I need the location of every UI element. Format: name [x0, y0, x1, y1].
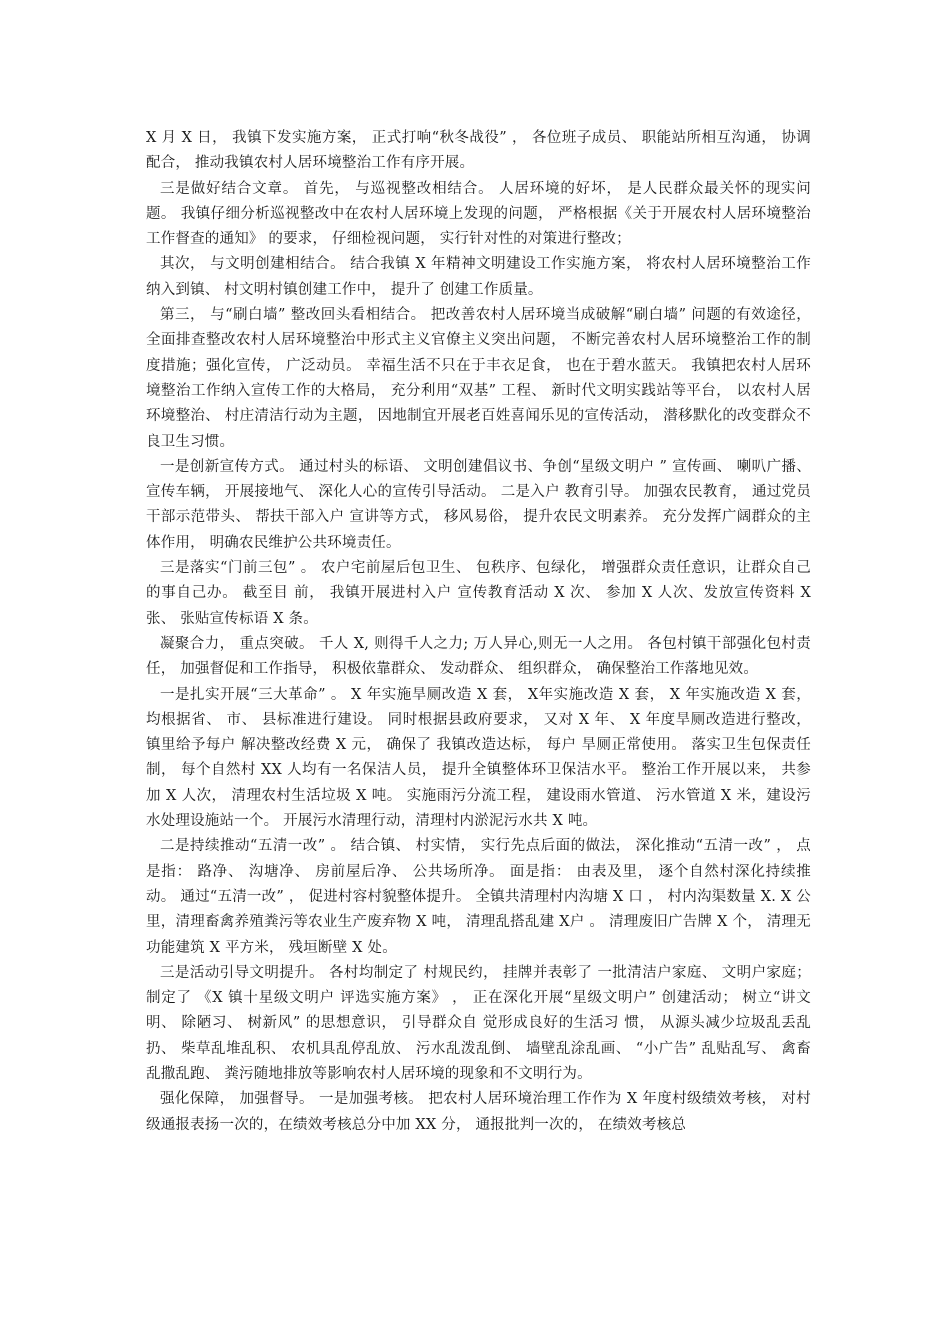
paragraph: X 月 X 日， 我镇下发实施方案， 正式打响“秋冬战役” ， 各位班子成员、 职能站所相互沟通， 协调配合， 推动我镇农村人居环境整治工作有序开展。 [146, 130, 811, 172]
paragraph: 三是活动引导文明提升。 各村均制定了 村规民约， 挂牌并表彰了 一批清洁户家庭、 文明户家庭； 制定了 《X 镇十星级文明户 评选实施方案》 ， 正在深化开展“星级文明户” 创建活动； 树立“讲文明、 除陋习、 树新风” 的思想意识， 引导群众自 觉形成良好的生活习 惯， 从源头减少垃圾乱丢乱扔、 柴草乱堆乱积、 农机具乱停乱放、 污水乱泼乱倒、 墙壁乱涂乱画、 “小广告” 乱贴乱写、 禽畜乱撒乱跑、 粪污随地排放等影响农村人居环境的现象和不文明行为。 [146, 964, 811, 1082]
paragraph: 三是做好结合文章。 首先， 与巡视整改相结合。 人居环境的好坏， 是人民群众最关怀的现实问题。 我镇仔细分析巡视整改中在农村人居环境上发现的问题， 严格根据《关于开展农村人居环境整治工作督查的通知》 的要求， 仔细检视问题， 实行针对性的对策进行整改； [146, 180, 811, 248]
paragraph: 其次， 与文明创建相结合。 结合我镇 X 年精神文明建设工作实施方案， 将农村人居环境整治工作纳入到镇、 村文明村镇创建工作中， 提升了 创建工作质量。 [146, 256, 811, 298]
paragraph: 一是扎实开展“三大革命” 。 X 年实施旱厕改造 X 套， X年实施改造 X 套， X 年实施改造 X 套， 均根据省、 市、 县标准进行建设。 同时根据县政府要求， 又对 X 年、 X 年度旱厕改造进行整改， 镇里给予每户 解决整改经费 X 元， 确保了 我镇改造达标， 每户 旱厕正常使用。 落实卫生包保责任制， 每个自然村 XX 人均有一名保洁人员， 提升全镇整体环卫保洁水平。 整治工作开展以来， 共参加 X 人次， 清理农村生活垃圾 X 吨。 实施雨污分流工程， 建设雨水管道、 污水管道 X 米，建设污水处理设施站一个。 开展污水清理行动，清理村内淤泥污水共 X 吨。 [146, 686, 811, 830]
paragraph: 第三， 与“刷白墙” 整改回头看相结合。 把改善农村人居环境当成破解“刷白墙” 问题的有效途径， 全面排查整改农村人居环境整治中形式主义官僚主义突出问题， 不断完善农村人居环境整治工作的制度措施；强化宣传， 广泛动员。 幸福生活不只在于丰衣足食， 也在于碧水蓝天。 我镇把农村人居环境整治工作纳入宣传工作的大格局， 充分利用“双基” 工程、 新时代文明实践站等平台， 以农村人居环境整治、 村庄清洁行动为主题， 因地制宜开展老百姓喜闻乐见的宣传活动， 潜移默化的改变群众不良卫生习惯。 [146, 307, 811, 450]
paragraph: 强化保障， 加强督导。 一是加强考核。 把农村人居环境治理工作作为 X 年度村级绩效考核， 对村级通报表扬一次的，在绩效考核总分中加 XX 分， 通报批判一次的， 在绩效考核总 [146, 1091, 811, 1133]
document-body [146, 126, 811, 1138]
paragraph: 一是创新宣传方式。 通过村头的标语、 文明创建倡议书、争创“星级文明户 ” 宣传画、 喇叭广播、 宣传车辆， 开展接地气、 深化人心的宣传引导活动。 二是入户 教育引导。 加强农民教育， 通过党员干部示范带头、 帮扶干部入户 宣讲等方式， 移风易俗， 提升农民文明素养。 充分发挥广阔群众的主体作用， 明确农民维护公共环境责任。 [146, 458, 811, 551]
paragraph: 凝聚合力， 重点突破。 千人 X, 则得千人之力; 万人异心,则无一人之用。 各包村镇干部强化包村责任， 加强督促和工作指导， 积极依靠群众、 发动群众、 组织群众， 确保整治工作落地见效。 [146, 635, 811, 678]
paragraph: 三是落实“门前三包” 。 农户宅前屋后包卫生、 包秩序、包绿化， 增强群众责任意识，让群众自己的事自己办。 截至目 前， 我镇开展进村入户 宣传教育活动 X 次、 参加 X 人次、发放宣传资料 X 张、 张贴宣传标语 X 条。 [146, 560, 811, 627]
paragraph: 二是持续推动“五清一改” 。 结合镇、 村实情， 实行先点后面的做法， 深化推动“五清一改” ， 点是指： 路净、 沟塘净、 房前屋后净、 公共场所净。 面是指： 由表及里， 逐个自然村深化持续推动。 通过“五清一改” ， 促进村容村貌整体提升。 全镇共清理村内沟塘 X 口 ， 村内沟渠数量 X. X 公里，清理畜禽养殖粪污等农业生产废弃物 X 吨， 清理乱搭乱建 X户 。 清理废旧广告牌 X 个， 清理无功能建筑 X 平方米， 残垣断壁 X 处。 [146, 838, 811, 956]
